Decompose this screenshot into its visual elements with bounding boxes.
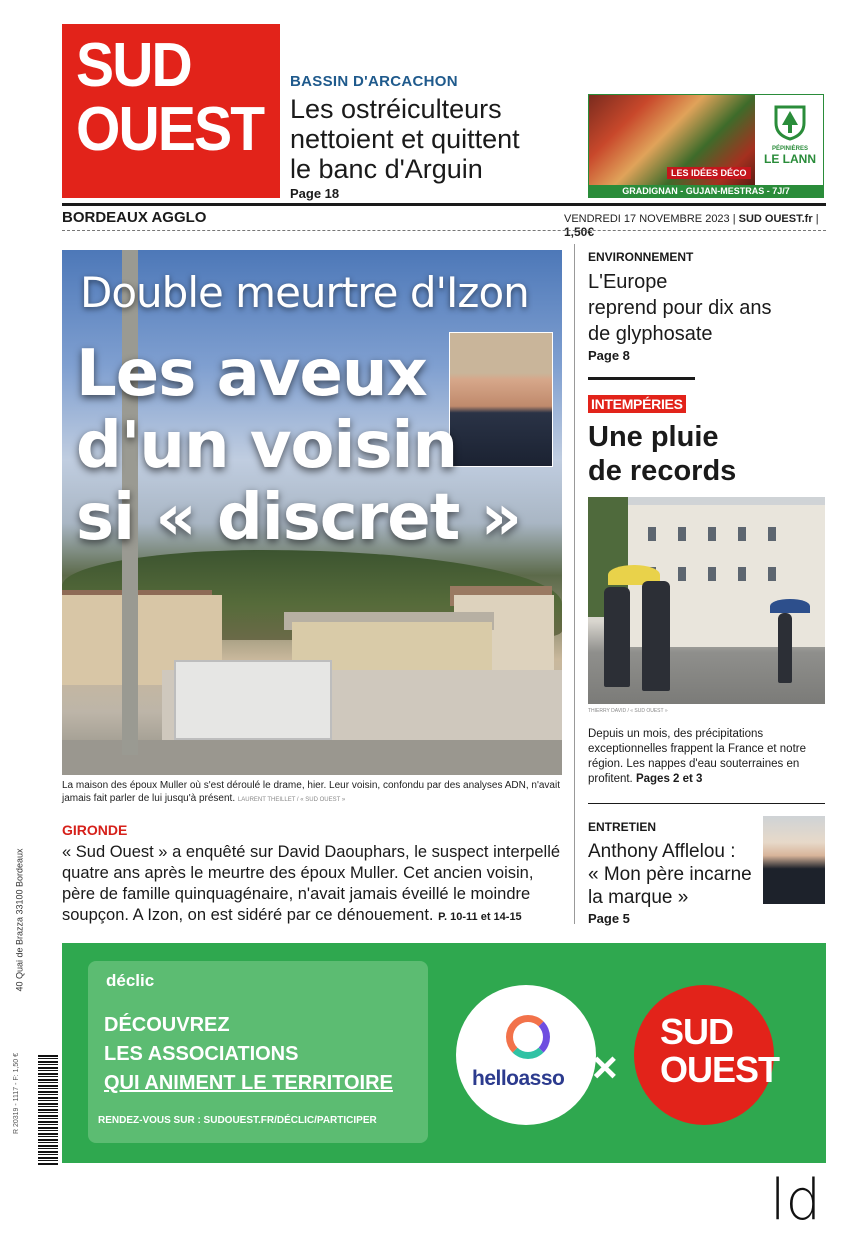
- corner-mark: ld: [770, 1168, 822, 1233]
- side1-kicker: ENVIRONNEMENT: [588, 250, 694, 264]
- logo-line-1: SUD: [76, 31, 191, 100]
- side3-line-1: Anthony Afflelou :: [588, 841, 736, 862]
- photo-window: [768, 567, 776, 581]
- photo-window: [738, 567, 746, 581]
- ad-brand-box: [757, 95, 823, 185]
- declic-url[interactable]: RENDEZ-VOUS SUR : SUDOUEST.FR/DÉCLIC/PARTICIPER: [98, 1115, 377, 1126]
- side2-tag: INTEMPÉRIES: [588, 395, 686, 413]
- top-story-headline[interactable]: [290, 94, 520, 184]
- side3-page: Page 5: [588, 911, 630, 926]
- sud-ouest-badge-text: [660, 1013, 779, 1089]
- photo-window: [678, 527, 686, 541]
- main-story-text: « Sud Ouest » a enquêté sur David Daouphars, le suspect interpellé quatre ans après le meurtre des époux Muller. Cet ancien voisin, père de famille quinquagénaire, n'avait jamais éveillé le moindre soupçon. A Izon, on est sidéré par ce dénouement.: [62, 843, 561, 924]
- side-rule: [588, 377, 695, 380]
- top-story-kicker: BASSIN D'ARCACHON: [290, 73, 458, 90]
- photo-umbrella: [770, 599, 810, 613]
- photo-gate: [174, 660, 332, 740]
- ad-brand-small: PÉPINIÈRES: [771, 146, 808, 152]
- declic-box: [88, 961, 428, 1143]
- barcode: [38, 1055, 58, 1165]
- main-headline-line-3: si « discret »: [76, 481, 521, 555]
- main-photo[interactable]: [62, 250, 562, 775]
- top-story-page: Page 18: [290, 186, 340, 201]
- edition-section: BORDEAUX AGGLO: [62, 209, 207, 226]
- afflelou-portrait: [763, 816, 825, 904]
- side2-body: Depuis un mois, des précipitations exceptionnelles frappent la France et notre région. Les nappes d'eau souterraines en profitent.: [588, 728, 806, 785]
- side2-pages: Pages 2 et 3: [635, 773, 703, 785]
- top-advertisement[interactable]: [588, 94, 824, 198]
- side1-line-3: de glyphosate: [588, 323, 713, 345]
- badge-line-1: SUD: [660, 1011, 734, 1052]
- side3-line-3: la marque »: [588, 887, 689, 908]
- helloasso-logo-icon: [506, 1015, 550, 1059]
- rain-photo[interactable]: [588, 497, 825, 704]
- photo-window: [708, 567, 716, 581]
- photo-person: [604, 587, 630, 687]
- logo-line-2: OUEST: [76, 95, 264, 164]
- photo-window: [648, 527, 656, 541]
- tree-shield-icon: [770, 101, 810, 141]
- side1-line-2: reprend pour dix ans: [588, 297, 772, 319]
- photo-window: [738, 527, 746, 541]
- top-headline-line-1: Les ostréiculteurs: [290, 94, 502, 124]
- main-story-kicker: GIRONDE: [62, 822, 128, 838]
- column-divider: [574, 244, 575, 924]
- side2-credit: THIERRY DAVID / « SUD OUEST »: [588, 708, 668, 714]
- side1-line-1: L'Europe: [588, 271, 668, 293]
- main-headline-line-1: Les aveux: [76, 337, 427, 411]
- helloasso-name: helloasso: [472, 1067, 565, 1090]
- photo-window: [708, 527, 716, 541]
- side1-page: Page 8: [588, 348, 630, 363]
- top-headline-line-2: nettoient et quittent: [290, 124, 520, 154]
- edition-dateline: [564, 213, 848, 239]
- side2-headline[interactable]: [588, 420, 736, 488]
- ad-tag: LES IDÉES DÉCO: [667, 167, 751, 179]
- badge-line-2: OUEST: [660, 1049, 780, 1090]
- declic-line-1: DÉCOUVREZ: [104, 1014, 230, 1036]
- caption-text: La maison des époux Muller où s'est déroulé le drame, hier. Leur voisin, confondu par des analyses ADN, n'avait jamais fait parler de lui jusqu'à présent.: [62, 780, 560, 804]
- publisher-address: [14, 835, 44, 1015]
- main-story-headline[interactable]: [76, 338, 521, 554]
- edition-rule: [62, 230, 826, 231]
- side1-headline[interactable]: [588, 269, 771, 347]
- photo-person: [778, 613, 792, 683]
- declic-line-2: LES ASSOCIATIONS: [104, 1043, 299, 1065]
- edition-separator: |: [815, 213, 819, 225]
- helloasso-badge: [456, 985, 596, 1125]
- sud-ouest-badge: [634, 985, 780, 1125]
- issue-code-text: R 20319 - 1117 - F: 1,50 €: [13, 1052, 21, 1135]
- side3-line-2: « Mon père incarne: [588, 864, 752, 885]
- declic-line-3: QUI ANIMENT LE TERRITOIRE: [104, 1072, 393, 1094]
- photo-caption: [62, 779, 562, 807]
- top-headline-line-3: le banc d'Arguin: [290, 154, 483, 184]
- main-headline-line-2: d'un voisin: [76, 409, 458, 483]
- photo-credit: LAURENT THEILLET / « SUD OUEST »: [237, 797, 346, 803]
- edition-price: 1,50€: [564, 225, 595, 239]
- side2-line-1: Une pluie: [588, 421, 719, 453]
- masthead-rule: [62, 203, 826, 206]
- partnership-cross: ×: [592, 1043, 618, 1092]
- edition-site[interactable]: SUD OUEST.fr: [738, 213, 813, 225]
- declic-advertisement[interactable]: [62, 943, 826, 1163]
- side3-kicker: ENTRETIEN: [588, 820, 657, 834]
- declic-brand: déclic: [106, 971, 155, 990]
- side2-text: [588, 727, 810, 787]
- address-text: 40 Quai de Brazza 33100 Bordeaux: [14, 848, 25, 992]
- sud-ouest-logo[interactable]: [62, 24, 280, 198]
- photo-window: [768, 527, 776, 541]
- main-story-body: [62, 842, 562, 928]
- ad-locations: GRADIGNAN - GUJAN-MESTRAS - 7J/7: [589, 185, 823, 198]
- declic-headline: [104, 1011, 393, 1098]
- ad-brand-name: LE LANN: [764, 152, 816, 166]
- side3-headline[interactable]: [588, 840, 752, 909]
- main-story-pages: P. 10-11 et 14-15: [438, 911, 522, 923]
- photo-person: [642, 581, 670, 691]
- main-story-overline: Double meurtre d'Izon: [80, 268, 529, 317]
- side-rule-thin: [588, 803, 825, 804]
- photo-window: [678, 567, 686, 581]
- side2-line-2: de records: [588, 455, 737, 487]
- edition-date: VENDREDI 17 NOVEMBRE 2023 |: [564, 213, 736, 225]
